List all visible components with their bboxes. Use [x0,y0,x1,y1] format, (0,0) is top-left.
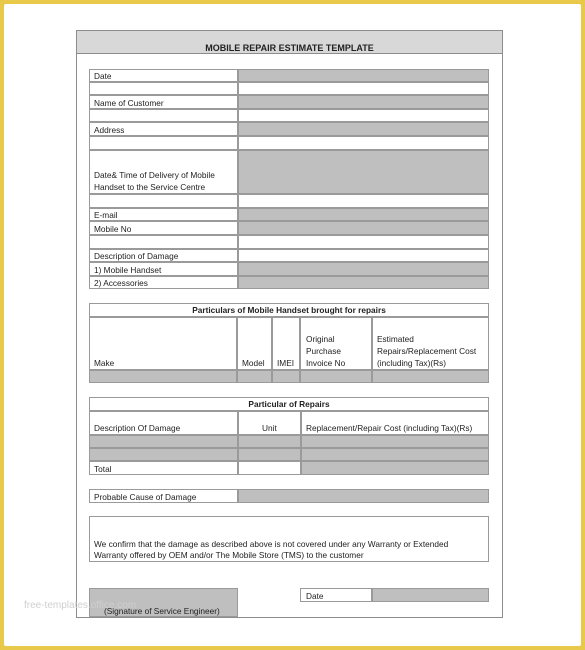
repairs-cost-header: Replacement/Repair Cost (including Tax)(Rs) [306,423,473,433]
estimate-document [76,30,503,618]
blank-row [238,109,489,122]
repairs-unit-input-1[interactable] [238,435,301,448]
damage-desc-label: Description of Damage [94,251,179,261]
footer-date-label: Date [306,591,324,601]
repairs-desc-header-cell [89,411,238,435]
repairs-total-label: Total [94,464,112,474]
repairs-desc-header: Description Of Damage [94,423,181,433]
invoice-header-cell [300,317,372,370]
repairs-total-label-cell [89,461,238,475]
handset-label: 1) Mobile Handset [94,265,162,275]
invoice-header-line1: Original [306,334,335,344]
watermark: free-templates.office.com [24,600,137,611]
mobile-label: Mobile No [94,224,132,234]
repairs-heading: Particular of Repairs [89,397,489,411]
delivery-datetime-field[interactable] [238,150,489,194]
estimated-cost-header-line2: Repairs/Replacement Cost [377,346,477,356]
model-header: Model [242,358,265,368]
invoice-header-line2: Purchase [306,346,342,356]
address-label: Address [94,125,125,135]
estimated-cost-input[interactable] [372,370,489,383]
email-field[interactable] [238,208,489,221]
address-label-cell [89,122,238,136]
model-input[interactable] [237,370,272,383]
invoice-input[interactable] [300,370,372,383]
mobile-label-cell [89,221,238,235]
customer-name-label-cell [89,95,238,109]
blank-row [238,136,489,150]
blank-row [89,235,238,249]
make-input[interactable] [89,370,237,383]
invoice-header-line3: Invoice No [306,358,346,368]
damage-desc-label-cell [89,249,238,262]
date-label: Date [94,71,112,81]
email-label: E-mail [94,210,118,220]
repairs-desc-input-2[interactable] [89,448,238,461]
blank-row [89,194,238,208]
repairs-unit-header: Unit [262,423,277,433]
repairs-cost-header-cell [301,411,489,435]
imei-header-cell [272,317,300,370]
repairs-unit-input-2[interactable] [238,448,301,461]
make-header: Make [94,358,115,368]
blank-row [89,109,238,122]
estimated-cost-header-line3: (including Tax)(Rs) [377,358,447,368]
blank-row [238,194,489,208]
repairs-total-unit [238,461,301,475]
repairs-total-field[interactable] [301,461,489,475]
particulars-heading: Particulars of Mobile Handset brought for repairs [89,303,489,317]
document-title: MOBILE REPAIR ESTIMATE TEMPLATE [77,31,502,54]
confirmation-line1: We confirm that the damage as described above is not covered under any Warranty or Extended [94,539,449,549]
probable-cause-label: Probable Cause of Damage [94,492,197,502]
confirmation-line2: Warranty offered by OEM and/or The Mobile Store (TMS) to the customer [94,550,364,560]
footer-date-label-cell [300,588,372,602]
signature-label: (Signature of Service Engineer) [104,606,220,616]
blank-row [89,136,238,150]
imei-input[interactable] [272,370,300,383]
repairs-cost-input-2[interactable] [301,448,489,461]
delivery-label-cell [89,150,238,194]
repairs-unit-header-cell [238,411,301,435]
delivery-label-line2: Handset to the Service Centre [94,182,206,192]
probable-cause-label-cell [89,489,238,503]
confirmation-box [89,516,489,562]
blank-row [238,82,489,95]
delivery-label-line1: Date& Time of Delivery of Mobile [94,170,215,180]
accessories-label-cell [89,276,238,289]
model-header-cell [237,317,272,370]
accessories-label: 2) Accessories [94,278,148,288]
damage-desc-field[interactable] [238,249,489,262]
probable-cause-field[interactable] [238,489,489,503]
blank-row [238,235,489,249]
mobile-field[interactable] [238,221,489,235]
address-field[interactable] [238,122,489,136]
email-label-cell [89,208,238,221]
estimated-cost-header-cell [372,317,489,370]
customer-name-label: Name of Customer [94,98,164,108]
date-label-cell [89,69,238,82]
blank-row [89,82,238,95]
handset-field[interactable] [238,262,489,276]
repairs-desc-input-1[interactable] [89,435,238,448]
date-field[interactable] [238,69,489,82]
customer-name-field[interactable] [238,95,489,109]
handset-label-cell [89,262,238,276]
imei-header: IMEI [277,358,295,368]
footer-date-field[interactable] [372,588,489,602]
repairs-cost-input-1[interactable] [301,435,489,448]
make-header-cell [89,317,237,370]
accessories-field[interactable] [238,276,489,289]
estimated-cost-header-line1: Estimated [377,334,414,344]
